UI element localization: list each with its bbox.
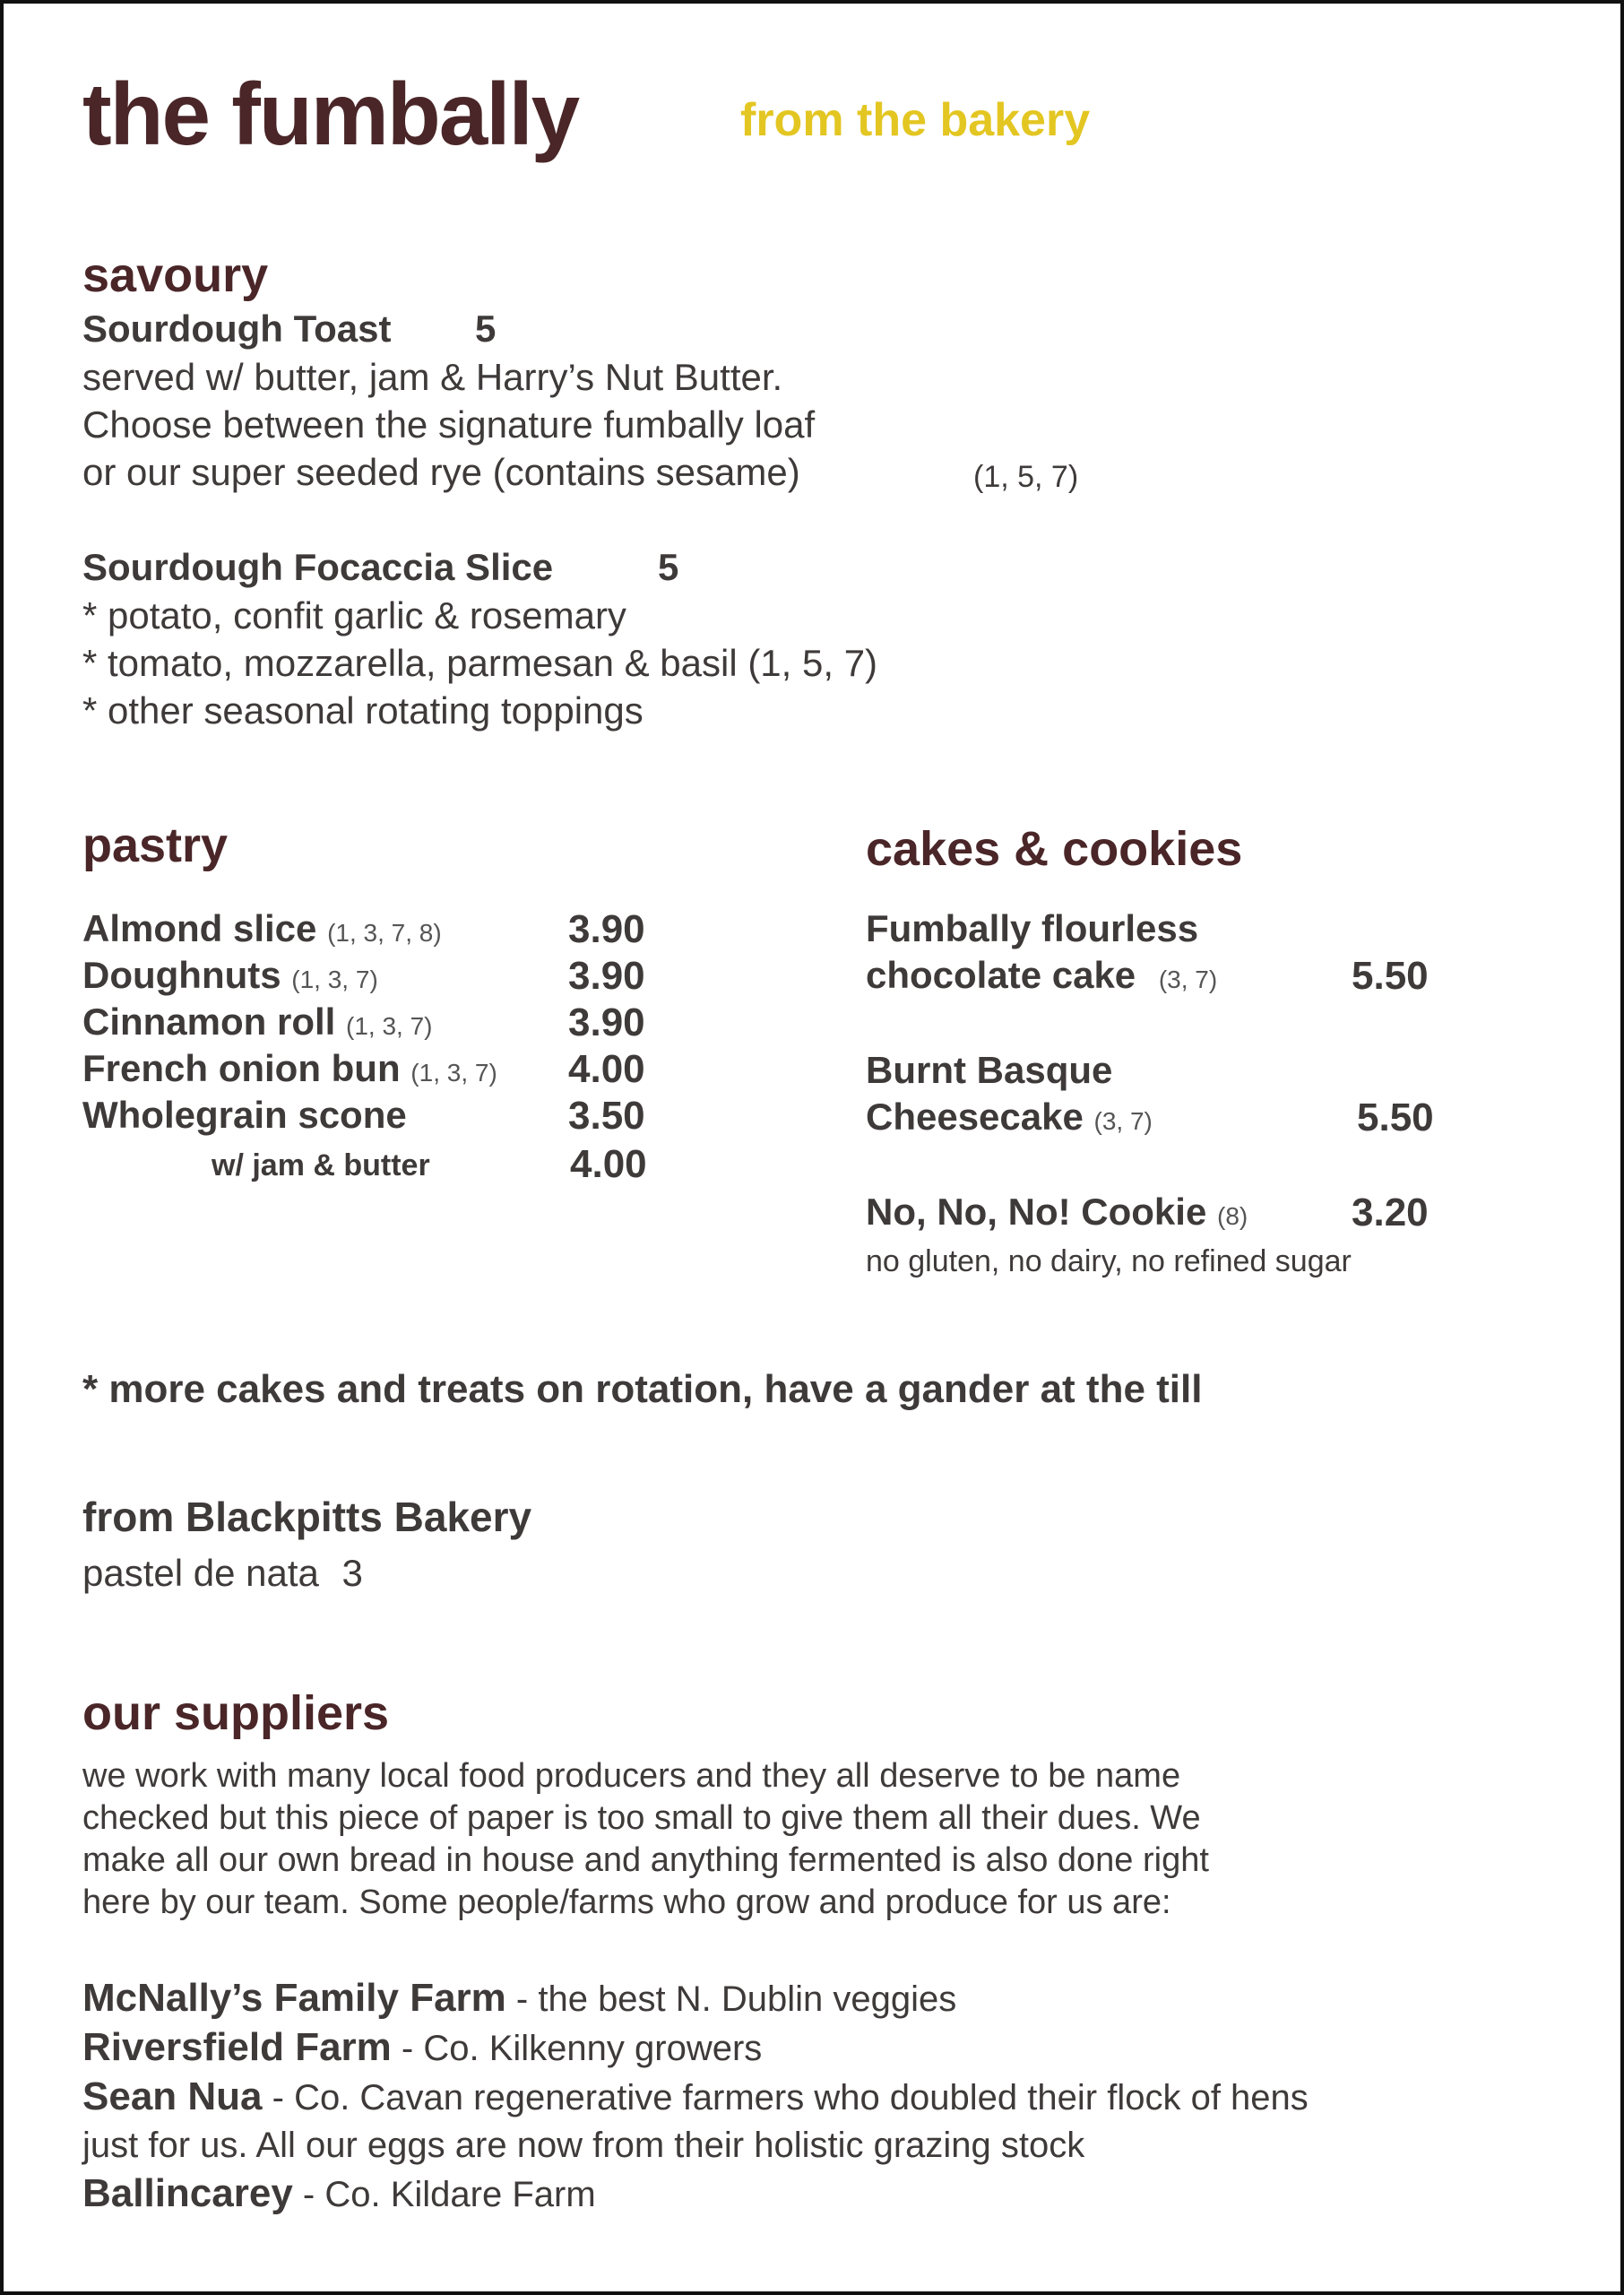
pastry-item-name: Cinnamon roll: [82, 1000, 336, 1043]
suppliers-paragraph-line: make all our own bread in house and anything fermented is also done right: [82, 1841, 1209, 1879]
focaccia-name: Sourdough Focaccia Slice: [82, 546, 554, 588]
pastry-item-price: 3.90: [568, 907, 645, 951]
pastry-item-name: French onion bun: [82, 1047, 401, 1089]
cookie-allergens: (8): [1217, 1202, 1248, 1230]
section-heading-pastry: pastry: [82, 818, 229, 872]
section-heading-cakes-cookies: cakes & cookies: [866, 822, 1243, 876]
toast-desc-line-1: served w/ butter, jam & Harry’s Nut Butter.: [82, 356, 783, 398]
suppliers-list: [82, 1974, 1309, 2219]
supplier-item: [82, 2169, 1309, 2219]
cookie-name-row: [866, 1193, 1248, 1231]
section-heading-suppliers: our suppliers: [82, 1686, 390, 1740]
suppliers-paragraph-line: checked but this piece of paper is too small to give them all their dues. We: [82, 1799, 1201, 1837]
page-subtitle: from the bakery: [740, 94, 1091, 146]
blackpitts-heading-prefix: from: [82, 1494, 175, 1540]
basque-cheesecake-price: 5.50: [1357, 1096, 1434, 1139]
page-title: the fumbally: [82, 65, 579, 163]
cookie-name: No, No, No! Cookie: [866, 1191, 1207, 1233]
supplier-desc: just for us. All our eggs are now from their holistic grazing stock: [82, 2126, 1085, 2165]
pastry-item-price: 4.00: [568, 1047, 645, 1091]
toast-name: Sourdough Toast: [82, 307, 392, 350]
basque-cheesecake-name-line-1: Burnt Basque: [866, 1049, 1113, 1091]
pastel-de-nata-name: pastel de nata: [82, 1552, 319, 1594]
focaccia-option-3: * other seasonal rotating toppings: [82, 689, 644, 732]
basque-cheesecake-name: Cheesecake: [866, 1096, 1084, 1138]
pastry-item-allergens: (1, 3, 7): [346, 1012, 433, 1040]
supplier-item: [82, 1974, 1309, 2023]
cookie-note: no gluten, no dairy, no refined sugar: [866, 1244, 1352, 1278]
scone-extra-name: w/ jam & butter: [212, 1148, 430, 1182]
pastry-item-price: 3.90: [568, 1000, 645, 1044]
suppliers-paragraph: [82, 1755, 1209, 1924]
chocolate-cake-name-line-2: [866, 954, 1218, 996]
pastry-item-name: Almond slice: [82, 907, 317, 949]
pastry-item-allergens: (1, 3, 7): [410, 1059, 497, 1087]
pastry-item: [82, 1096, 407, 1134]
chocolate-cake-name: chocolate cake: [866, 954, 1136, 996]
pastry-item-price: 3.90: [568, 954, 645, 998]
pastry-item-name: Doughnuts: [82, 954, 281, 996]
pastry-item: [82, 954, 378, 996]
pastry-item: [82, 1000, 433, 1043]
pastry-item-price: 3.50: [568, 1094, 645, 1138]
supplier-name: Sean Nua: [82, 2074, 263, 2118]
pastry-item: [82, 1047, 497, 1089]
scone-extra-price: 4.00: [570, 1142, 647, 1186]
pastel-de-nata-row: [82, 1552, 363, 1594]
supplier-name: Riversfield Farm: [82, 2025, 392, 2069]
supplier-name: Ballincarey: [82, 2171, 293, 2215]
blackpitts-heading: [82, 1494, 532, 1540]
suppliers-paragraph-line: here by our team. Some people/farms who grow and produce for us are:: [82, 1884, 1171, 1921]
pastel-de-nata-price: 3: [341, 1552, 363, 1594]
rotation-note: * more cakes and treats on rotation, have a gander at the till: [82, 1367, 1203, 1411]
toast-desc-line-3: or our super seeded rye (contains sesame): [82, 451, 800, 493]
supplier-desc: - Co. Kilkenny growers: [391, 2029, 763, 2068]
pastry-item: [82, 907, 442, 949]
supplier-item-continuation: [82, 2122, 1309, 2169]
focaccia-option-1: * potato, confit garlic & rosemary: [82, 594, 626, 637]
focaccia-price: 5: [658, 546, 679, 588]
chocolate-cake-price: 5.50: [1352, 954, 1429, 998]
toast-desc-line-2: Choose between the signature fumbally loaf: [82, 403, 816, 446]
supplier-item: [82, 2073, 1309, 2122]
pastry-item-name: Wholegrain scone: [82, 1094, 407, 1136]
focaccia-option-2: * tomato, mozzarella, parmesan & basil (1, 5, 7): [82, 642, 878, 684]
chocolate-cake-name-line-1: Fumbally flourless: [866, 907, 1199, 949]
toast-price: 5: [475, 307, 497, 350]
basque-cheesecake-allergens: (3, 7): [1093, 1107, 1153, 1135]
chocolate-cake-allergens: (3, 7): [1158, 966, 1218, 993]
supplier-desc: - Co. Kildare Farm: [292, 2175, 596, 2214]
cookie-price: 3.20: [1352, 1191, 1429, 1234]
blackpitts-heading-name: Blackpitts Bakery: [186, 1494, 532, 1540]
pastry-item-allergens: (1, 3, 7, 8): [327, 919, 442, 947]
pastry-item-allergens: (1, 3, 7): [291, 966, 378, 993]
suppliers-paragraph-line: we work with many local food producers and they all deserve to be name: [82, 1757, 1181, 1795]
basque-cheesecake-name-line-2: [866, 1098, 1153, 1136]
toast-allergens: (1, 5, 7): [973, 460, 1079, 494]
supplier-desc: - Co. Cavan regenerative farmers who doubled their flock of hens: [262, 2078, 1309, 2117]
supplier-item: [82, 2023, 1309, 2073]
supplier-desc: - the best N. Dublin veggies: [505, 1979, 957, 2019]
section-heading-savoury: savoury: [82, 248, 269, 302]
supplier-name: McNally’s Family Farm: [82, 1976, 506, 2020]
